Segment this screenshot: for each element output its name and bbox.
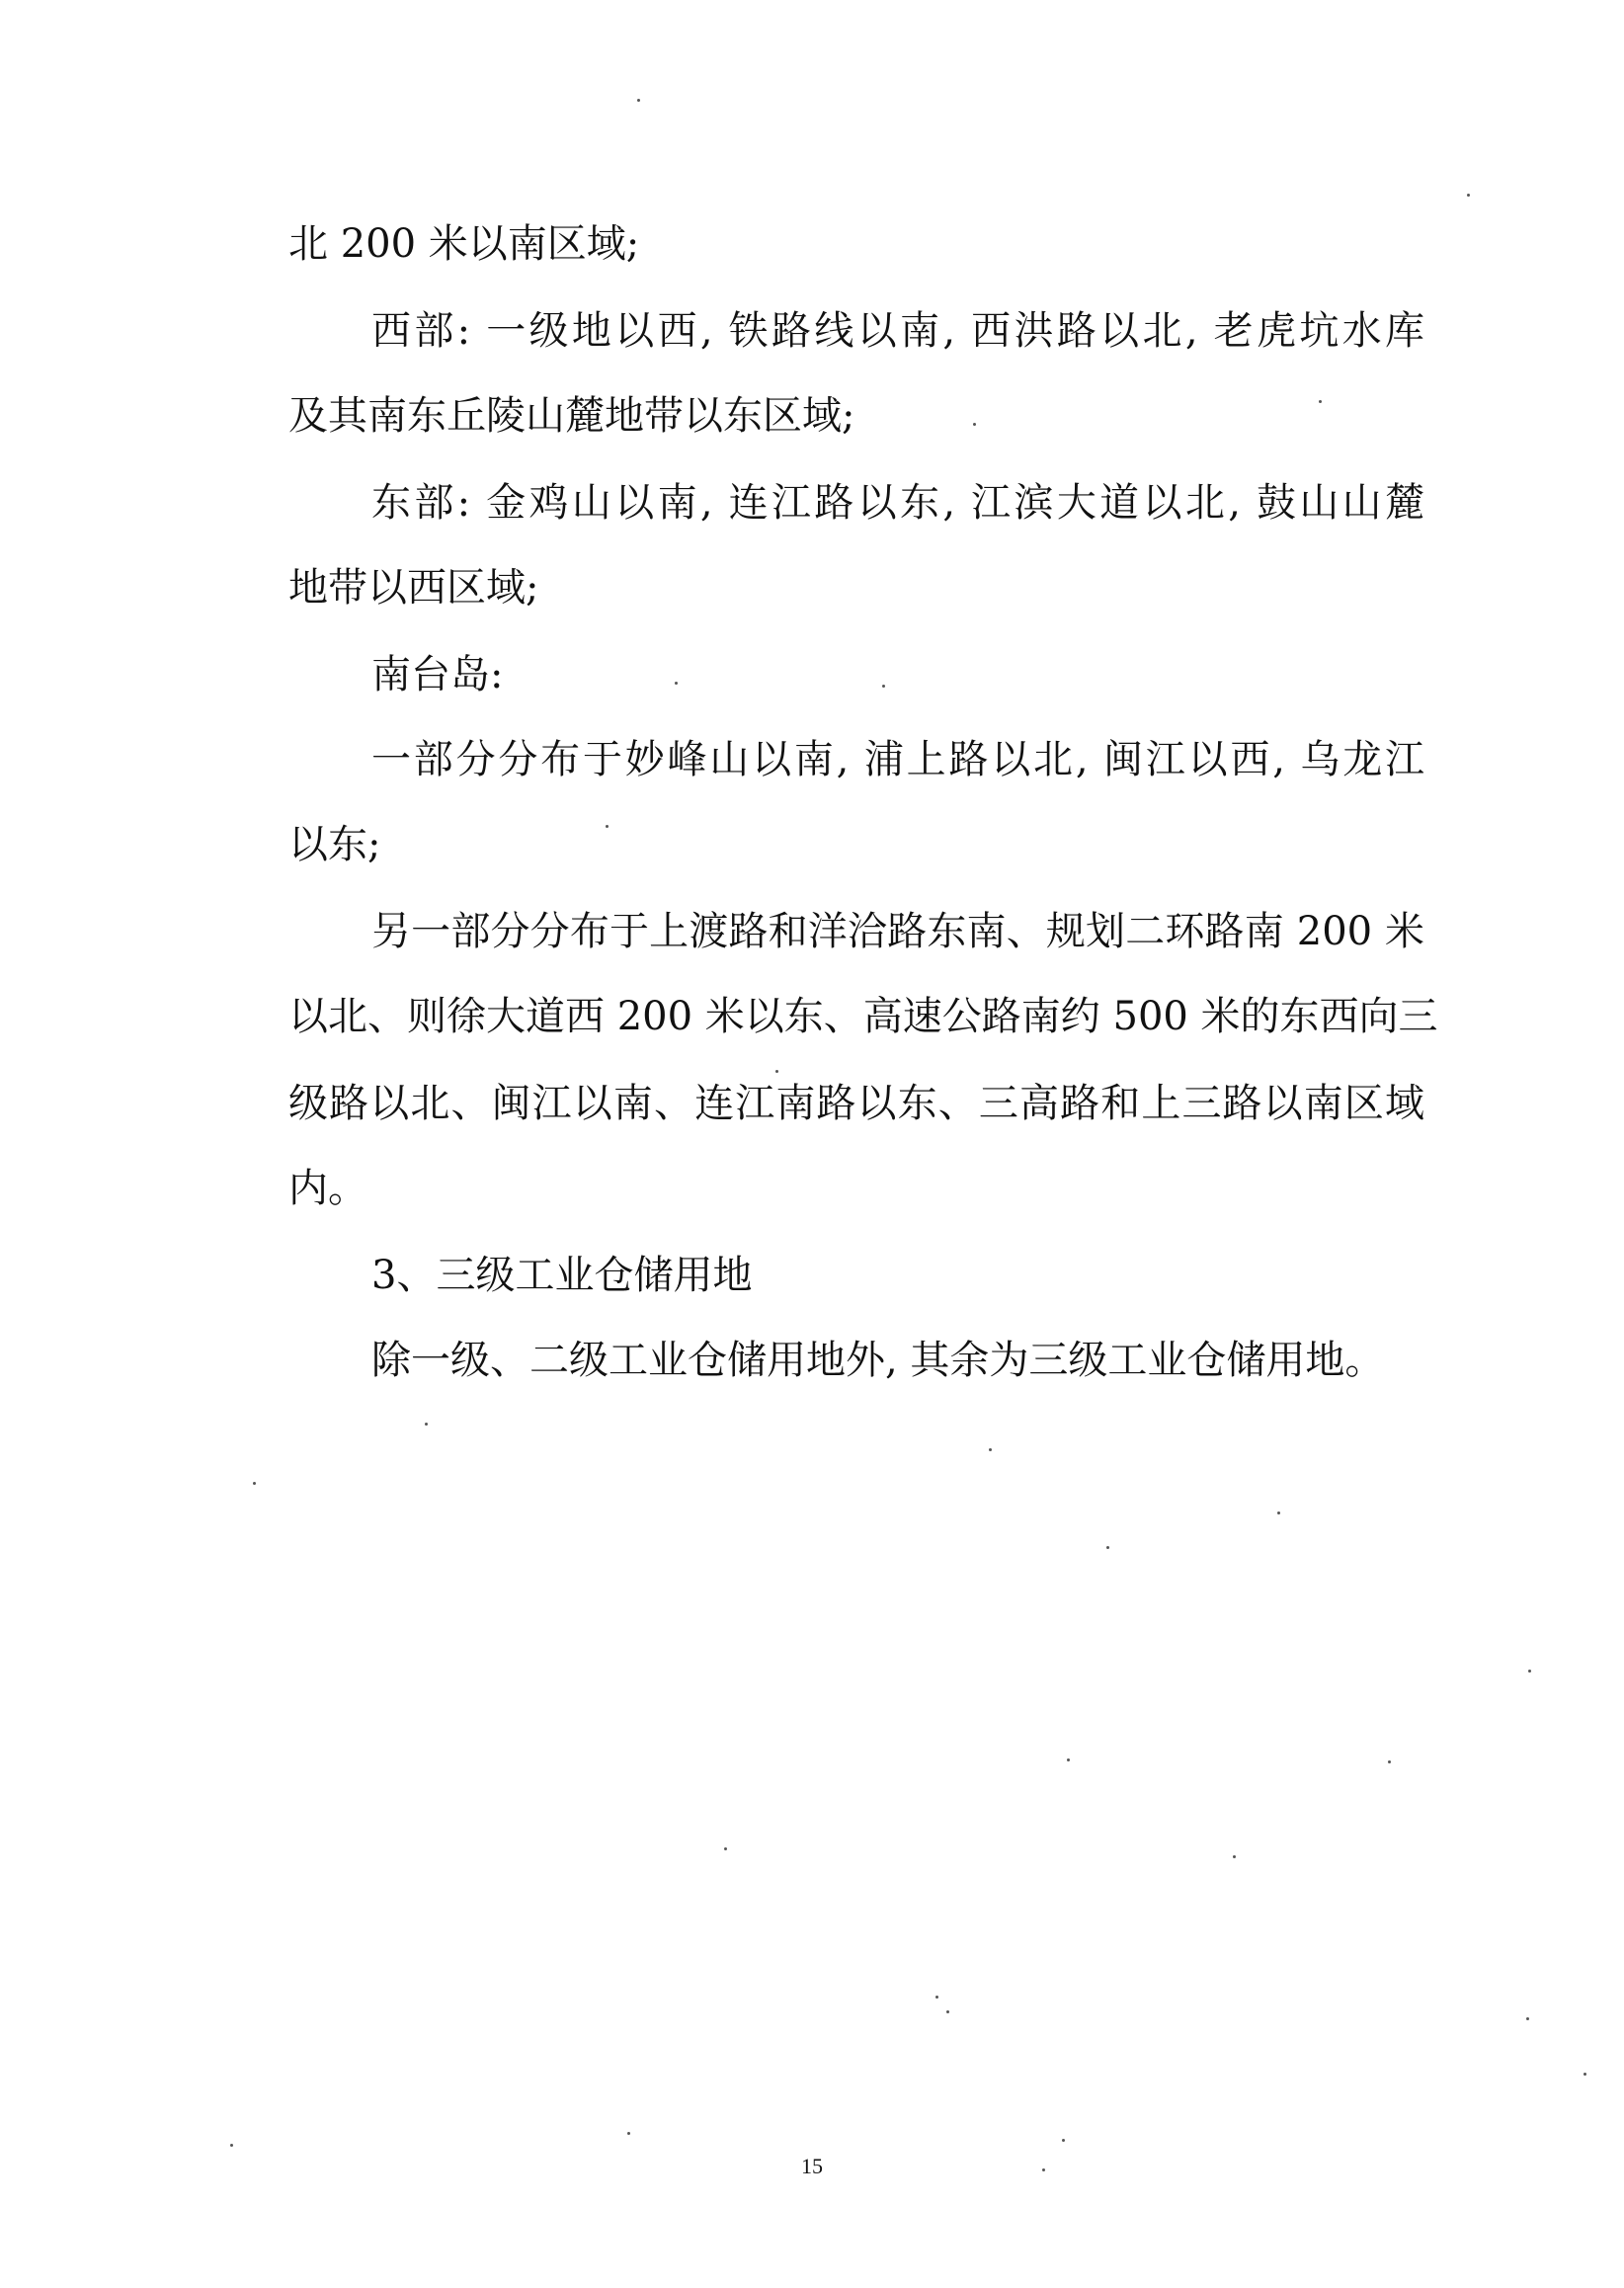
text-line-9: 另一部分分布于上渡路和洋洽路东南、规划二环路南 200 米 (371, 909, 1424, 954)
text-line-1: 北 200 米以南区域; (288, 221, 640, 267)
scan-speck (882, 685, 885, 688)
text-line-8: 以东; (288, 822, 381, 867)
scan-speck (1042, 2168, 1045, 2171)
scan-speck (1106, 1546, 1109, 1549)
scan-speck (973, 423, 976, 426)
scan-speck (1528, 1670, 1531, 1673)
text-line-10: 以北、则徐大道西 200 米以东、高速公路南约 500 米的东西向三 (288, 994, 1438, 1039)
scan-speck (425, 1423, 428, 1426)
text-line-14: 除一级、二级工业仓储用地外, 其余为三级工业仓储用地。 (371, 1338, 1385, 1383)
scan-speck (627, 2132, 630, 2135)
scan-speck (989, 1448, 992, 1451)
scan-speck (935, 1996, 938, 1999)
text-line-2: 西部: 一级地以西, 铁路线以南, 西洪路以北, 老虎坑水库 (371, 308, 1424, 354)
text-line-12: 内。 (288, 1166, 367, 1211)
scan-speck (775, 1070, 778, 1073)
scan-speck (1233, 1855, 1236, 1858)
scan-speck (1319, 400, 1322, 403)
scan-speck (1277, 1512, 1280, 1514)
text-line-7: 一部分分布于妙峰山以南, 浦上路以北, 闽江以西, 乌龙江 (371, 737, 1424, 782)
scan-speck (637, 99, 640, 102)
scan-speck (1467, 194, 1470, 197)
scan-speck (1062, 2139, 1065, 2142)
scan-speck (1388, 1760, 1391, 1763)
section-heading: 3、三级工业仓储用地 (371, 1253, 753, 1298)
scan-speck (230, 2144, 233, 2147)
text-line-5: 地带以西区域; (288, 565, 539, 611)
text-line-4: 东部: 金鸡山以南, 连江路以东, 江滨大道以北, 鼓山山麓 (371, 480, 1424, 526)
scan-speck (675, 682, 678, 685)
scan-speck (1067, 1758, 1070, 1761)
scan-speck (606, 825, 609, 828)
scan-speck (946, 2010, 949, 2013)
scan-speck (1526, 2017, 1529, 2020)
scan-speck (724, 1847, 727, 1850)
text-line-11: 级路以北、闽江以南、连江南路以东、三高路和上三路以南区域 (288, 1081, 1424, 1126)
page-number: 15 (801, 2154, 823, 2178)
text-line-6: 南台岛: (371, 652, 504, 697)
scan-speck (253, 1482, 256, 1485)
scan-speck (1583, 2073, 1586, 2076)
text-line-3: 及其南东丘陵山麓地带以东区域; (288, 393, 855, 439)
